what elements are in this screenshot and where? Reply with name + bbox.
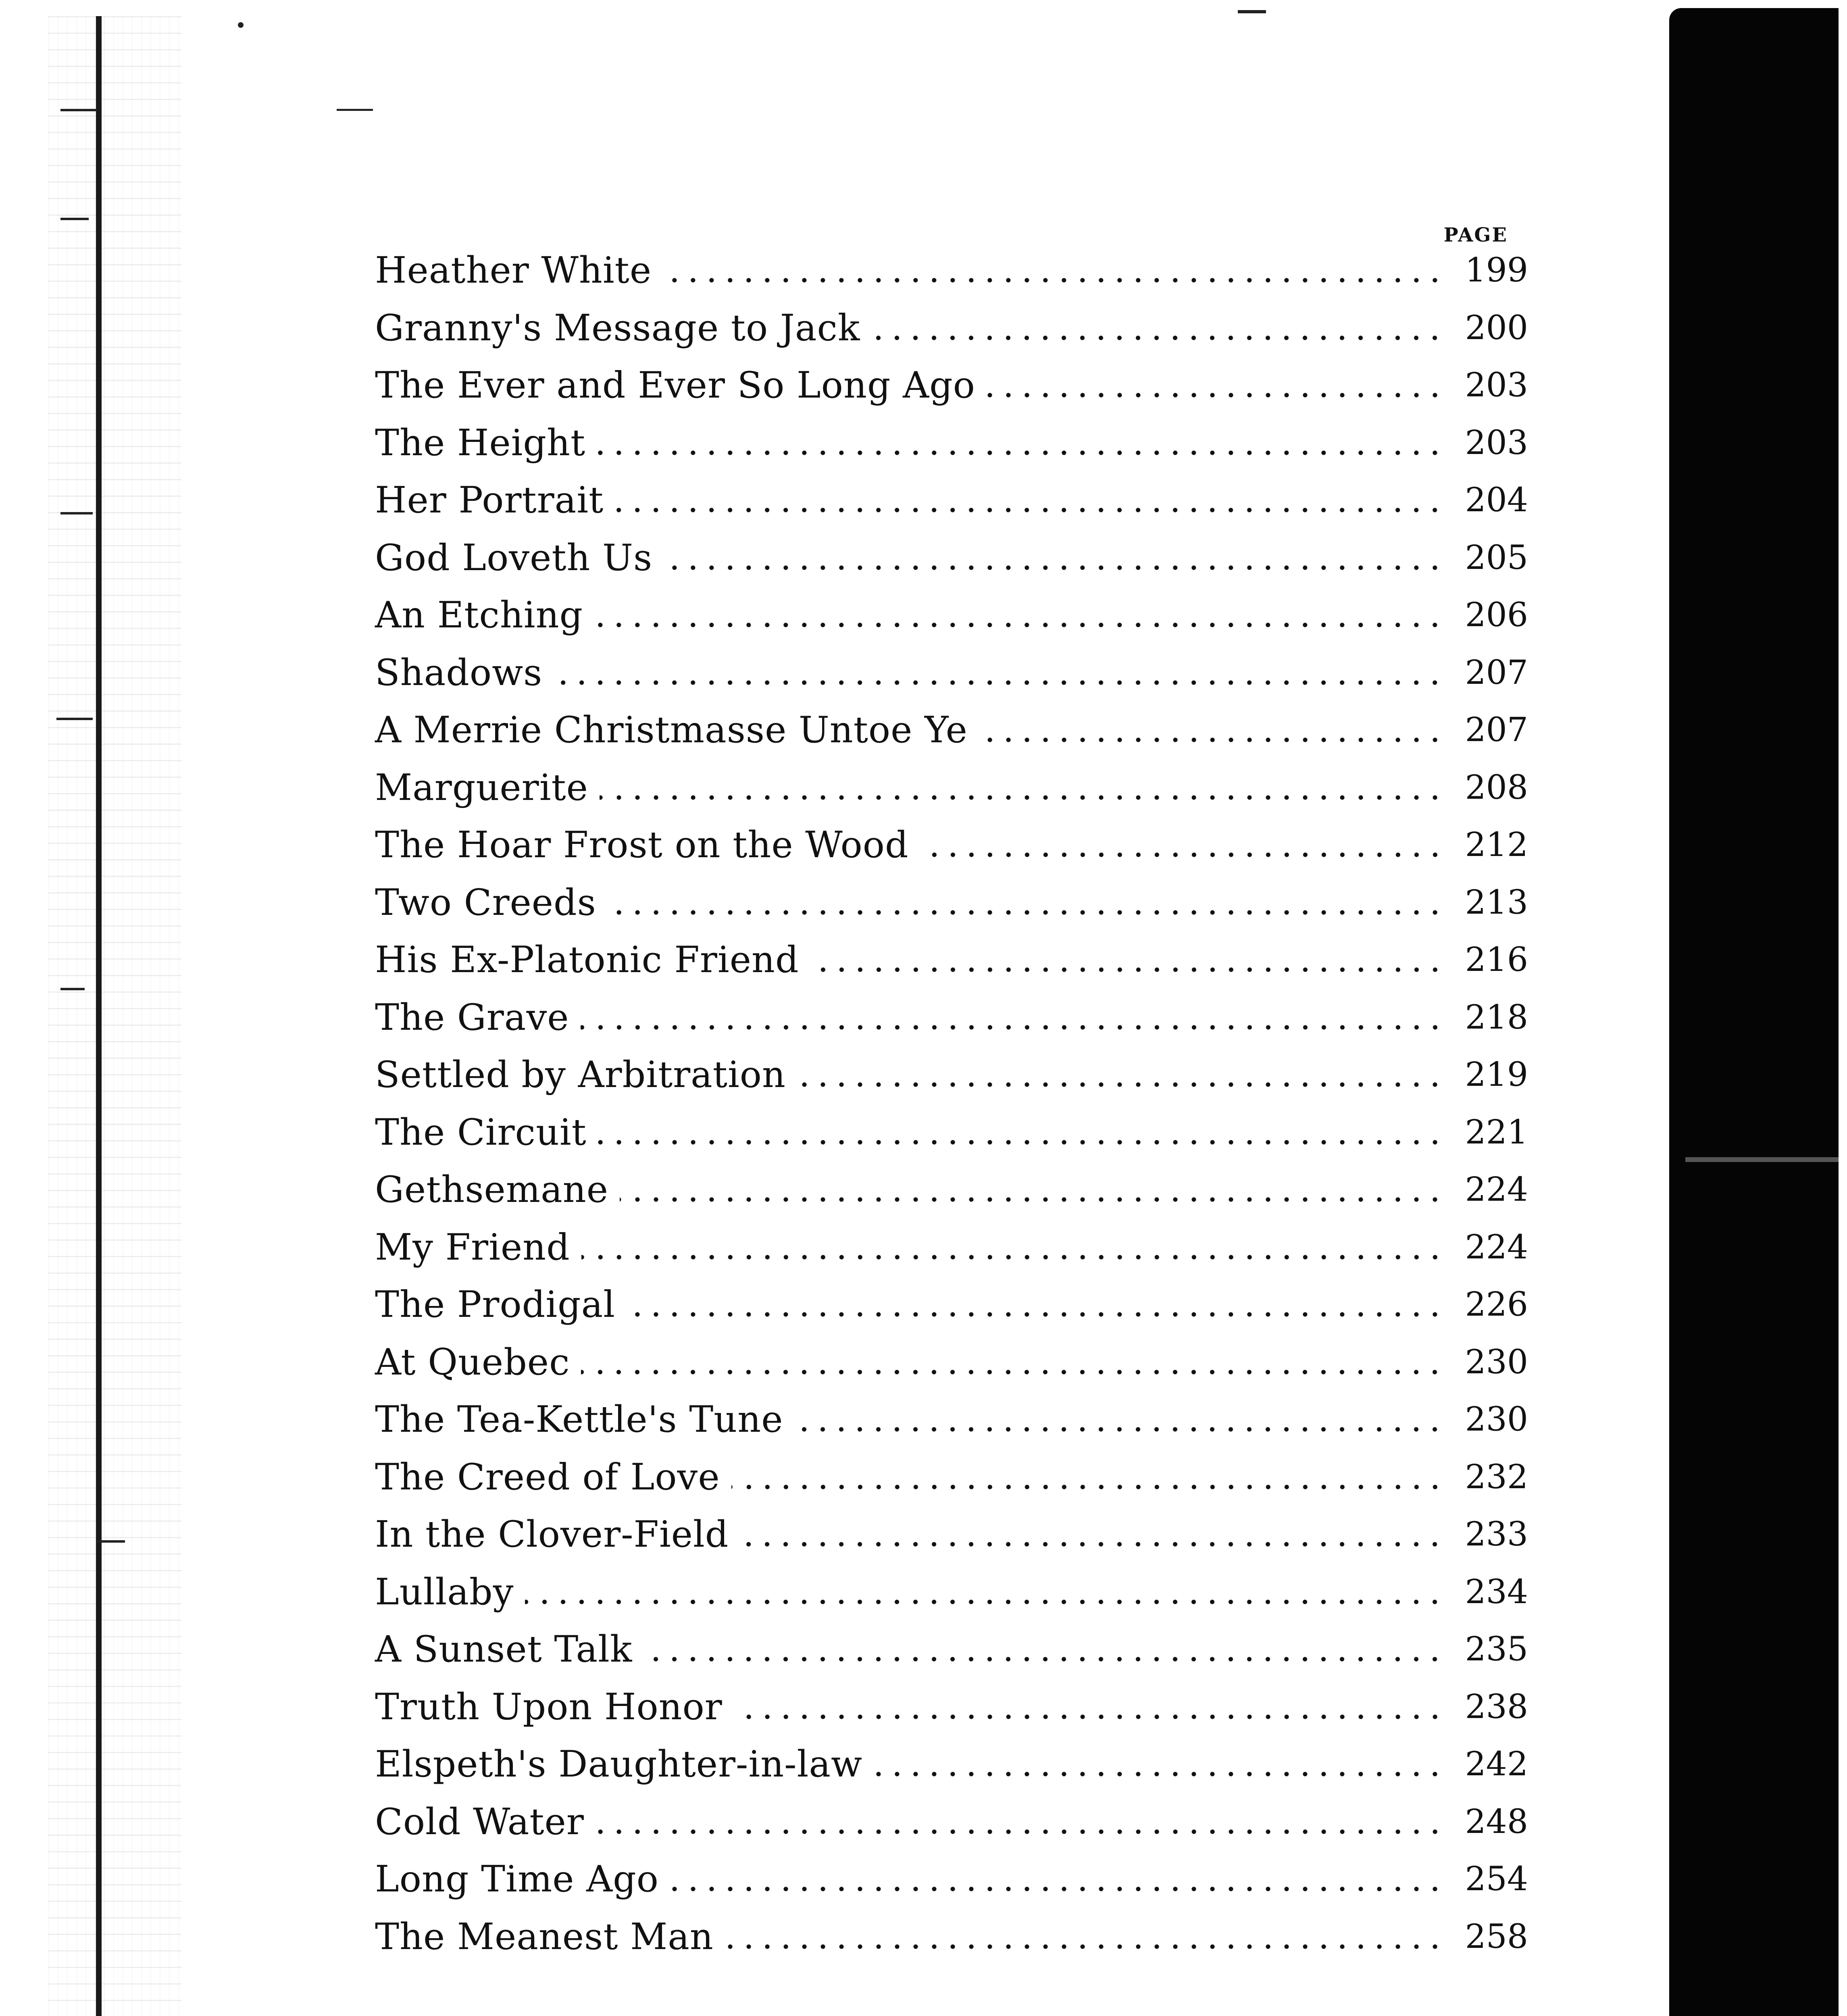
toc-entry-title: His Ex-Platonic Friend	[375, 942, 810, 978]
toc-entry	[375, 931, 1528, 989]
right-scan-edge	[1669, 8, 1839, 2016]
toc-entry	[375, 989, 1528, 1047]
toc-entry	[375, 1908, 1528, 1966]
stray-mark	[1238, 10, 1266, 13]
stray-mark	[337, 109, 373, 111]
toc-entry	[375, 587, 1528, 644]
toc-entry-page-number: 230	[1444, 1403, 1528, 1436]
toc-entry	[375, 1219, 1528, 1277]
toc-entry	[375, 644, 1528, 702]
gutter-tick	[60, 988, 85, 990]
toc-entry-page-number: 238	[1444, 1691, 1528, 1724]
toc-entry-title: A Merrie Christmasse Untoe Ye	[375, 712, 979, 748]
toc-entry-page-number: 207	[1444, 656, 1528, 689]
toc-entry-page-number: 204	[1444, 484, 1528, 517]
dot-leader	[596, 1804, 1444, 1840]
toc-entry-page-number: 216	[1444, 943, 1528, 977]
toc-entry-title: Truth Upon Honor	[375, 1689, 734, 1725]
toc-entry-page-number: 233	[1444, 1518, 1528, 1551]
toc-entry-title: Long Time Ago	[375, 1861, 670, 1897]
toc-entry	[375, 472, 1528, 529]
toc-entry-page-number: 200	[1444, 312, 1528, 345]
dot-leader	[664, 540, 1444, 576]
toc-entry-title: The Ever and Ever So Long Ago	[375, 367, 987, 404]
toc-entry-title: Cold Water	[375, 1804, 596, 1840]
dot-leader	[810, 942, 1444, 978]
right-scan-edge-notch	[1685, 1157, 1839, 1162]
stray-mark	[238, 22, 244, 28]
dot-leader	[554, 655, 1444, 691]
toc-entry	[375, 1046, 1528, 1104]
dot-leader	[663, 252, 1444, 289]
dot-leader	[794, 1402, 1444, 1438]
toc-entry	[375, 874, 1528, 932]
toc-entry	[375, 702, 1528, 759]
toc-entry-title: Heather White	[375, 252, 663, 289]
toc-entry-page-number: 224	[1444, 1173, 1528, 1206]
toc-entry-page-number: 205	[1444, 541, 1528, 575]
dot-leader	[615, 482, 1444, 519]
toc-entry-title: God Loveth Us	[375, 540, 664, 576]
toc-entry-title: Elspeth's Daughter-in-law	[375, 1746, 874, 1783]
toc-entry-title: The Hoar Frost on the Wood	[375, 827, 920, 863]
toc-entry-page-number: 232	[1444, 1461, 1528, 1494]
toc-entry	[375, 1621, 1528, 1679]
toc-entry	[375, 1334, 1528, 1391]
dot-leader	[581, 1344, 1444, 1381]
dot-leader	[620, 1172, 1444, 1208]
toc-entry-title: The Circuit	[375, 1114, 598, 1151]
toc-entry	[375, 1391, 1528, 1449]
toc-entry-page-number: 258	[1444, 1920, 1528, 1954]
toc-entry	[375, 1276, 1528, 1334]
toc-entry-page-number: 203	[1444, 369, 1528, 402]
toc-entry-page-number: 235	[1444, 1633, 1528, 1666]
toc-entry	[375, 1679, 1528, 1736]
toc-entry-page-number: 218	[1444, 1001, 1528, 1034]
dot-leader	[797, 1057, 1444, 1093]
toc-entry	[375, 529, 1528, 587]
toc-entry-page-number: 221	[1444, 1116, 1528, 1149]
toc-entry-page-number: 248	[1444, 1806, 1528, 1839]
gutter-tick	[60, 109, 97, 111]
toc-entry-page-number: 208	[1444, 771, 1528, 804]
toc-entry-page-number: 224	[1444, 1231, 1528, 1264]
toc-entry-page-number: 206	[1444, 599, 1528, 632]
dot-leader	[979, 712, 1444, 748]
page-column-header: PAGE	[1443, 224, 1508, 246]
dot-leader	[871, 310, 1444, 346]
gutter-tick	[56, 718, 93, 720]
dot-leader	[597, 425, 1444, 461]
toc-entry-page-number: 254	[1444, 1863, 1528, 1896]
dot-leader	[987, 367, 1444, 404]
toc-entry	[375, 1104, 1528, 1162]
toc-entry	[375, 1793, 1528, 1851]
left-gutter-scan-noise	[48, 16, 181, 2016]
dot-leader	[731, 1459, 1444, 1495]
toc-entry-page-number: 226	[1444, 1288, 1528, 1321]
toc-entry-title: The Meanest Man	[375, 1919, 725, 1955]
toc-entry-page-number: 234	[1444, 1576, 1528, 1609]
toc-entry-title: The Tea-Kettle's Tune	[375, 1402, 794, 1438]
toc-entry-title: A Sunset Talk	[375, 1631, 643, 1668]
dot-leader	[525, 1574, 1444, 1610]
toc-entry-page-number: 242	[1444, 1748, 1528, 1781]
dot-leader	[670, 1861, 1444, 1897]
toc-entry-title: The Prodigal	[375, 1287, 627, 1323]
dot-leader	[600, 770, 1444, 806]
toc-entry	[375, 1449, 1528, 1506]
dot-leader	[643, 1631, 1444, 1668]
toc-entry-title: Lullaby	[375, 1574, 525, 1610]
table-of-contents	[375, 242, 1528, 1966]
left-gutter-rule	[96, 16, 102, 2016]
toc-entry-title: The Creed of Love	[375, 1459, 731, 1495]
dot-leader	[734, 1689, 1444, 1725]
toc-entry-page-number: 203	[1444, 427, 1528, 460]
toc-entry-title: Two Creeds	[375, 885, 608, 921]
dot-leader	[725, 1919, 1444, 1955]
toc-entry-title: Gethsemane	[375, 1172, 620, 1208]
toc-entry-page-number: 213	[1444, 886, 1528, 919]
toc-entry-title: The Grave	[375, 1000, 581, 1036]
dot-leader	[920, 827, 1444, 863]
toc-entry	[375, 1736, 1528, 1793]
toc-entry	[375, 357, 1528, 414]
toc-entry	[375, 1506, 1528, 1564]
toc-entry-page-number: 212	[1444, 829, 1528, 862]
toc-entry-title: The Height	[375, 425, 597, 461]
toc-entry-title: Settled by Arbitration	[375, 1057, 797, 1093]
toc-entry-title: Her Portrait	[375, 482, 615, 519]
toc-entry	[375, 414, 1528, 472]
toc-entry-title: Marguerite	[375, 770, 600, 806]
dot-leader	[608, 885, 1444, 921]
toc-entry	[375, 1851, 1528, 1908]
toc-entry	[375, 242, 1528, 300]
dot-leader	[581, 1000, 1444, 1036]
toc-entry-title: In the Clover-Field	[375, 1516, 740, 1553]
gutter-tick	[60, 512, 93, 514]
toc-entry	[375, 816, 1528, 874]
dot-leader	[594, 597, 1444, 633]
toc-entry-page-number: 230	[1444, 1346, 1528, 1379]
gutter-tick	[60, 218, 89, 220]
gutter-tick	[97, 1540, 125, 1543]
toc-entry-title: Shadows	[375, 655, 554, 691]
toc-entry-title: My Friend	[375, 1229, 581, 1266]
toc-entry	[375, 1161, 1528, 1219]
toc-entry-title: At Quebec	[375, 1344, 581, 1381]
dot-leader	[598, 1114, 1444, 1151]
toc-entry-page-number: 207	[1444, 714, 1528, 747]
dot-leader	[740, 1516, 1444, 1553]
toc-entry	[375, 1564, 1528, 1621]
toc-entry	[375, 300, 1528, 357]
toc-entry	[375, 759, 1528, 817]
dot-leader	[627, 1287, 1444, 1323]
toc-entry-title: An Etching	[375, 597, 594, 633]
toc-entry-page-number: 219	[1444, 1058, 1528, 1091]
toc-entry-title: Granny's Message to Jack	[375, 310, 871, 346]
dot-leader	[581, 1229, 1444, 1266]
dot-leader	[874, 1746, 1444, 1783]
toc-entry-page-number: 199	[1444, 254, 1528, 287]
